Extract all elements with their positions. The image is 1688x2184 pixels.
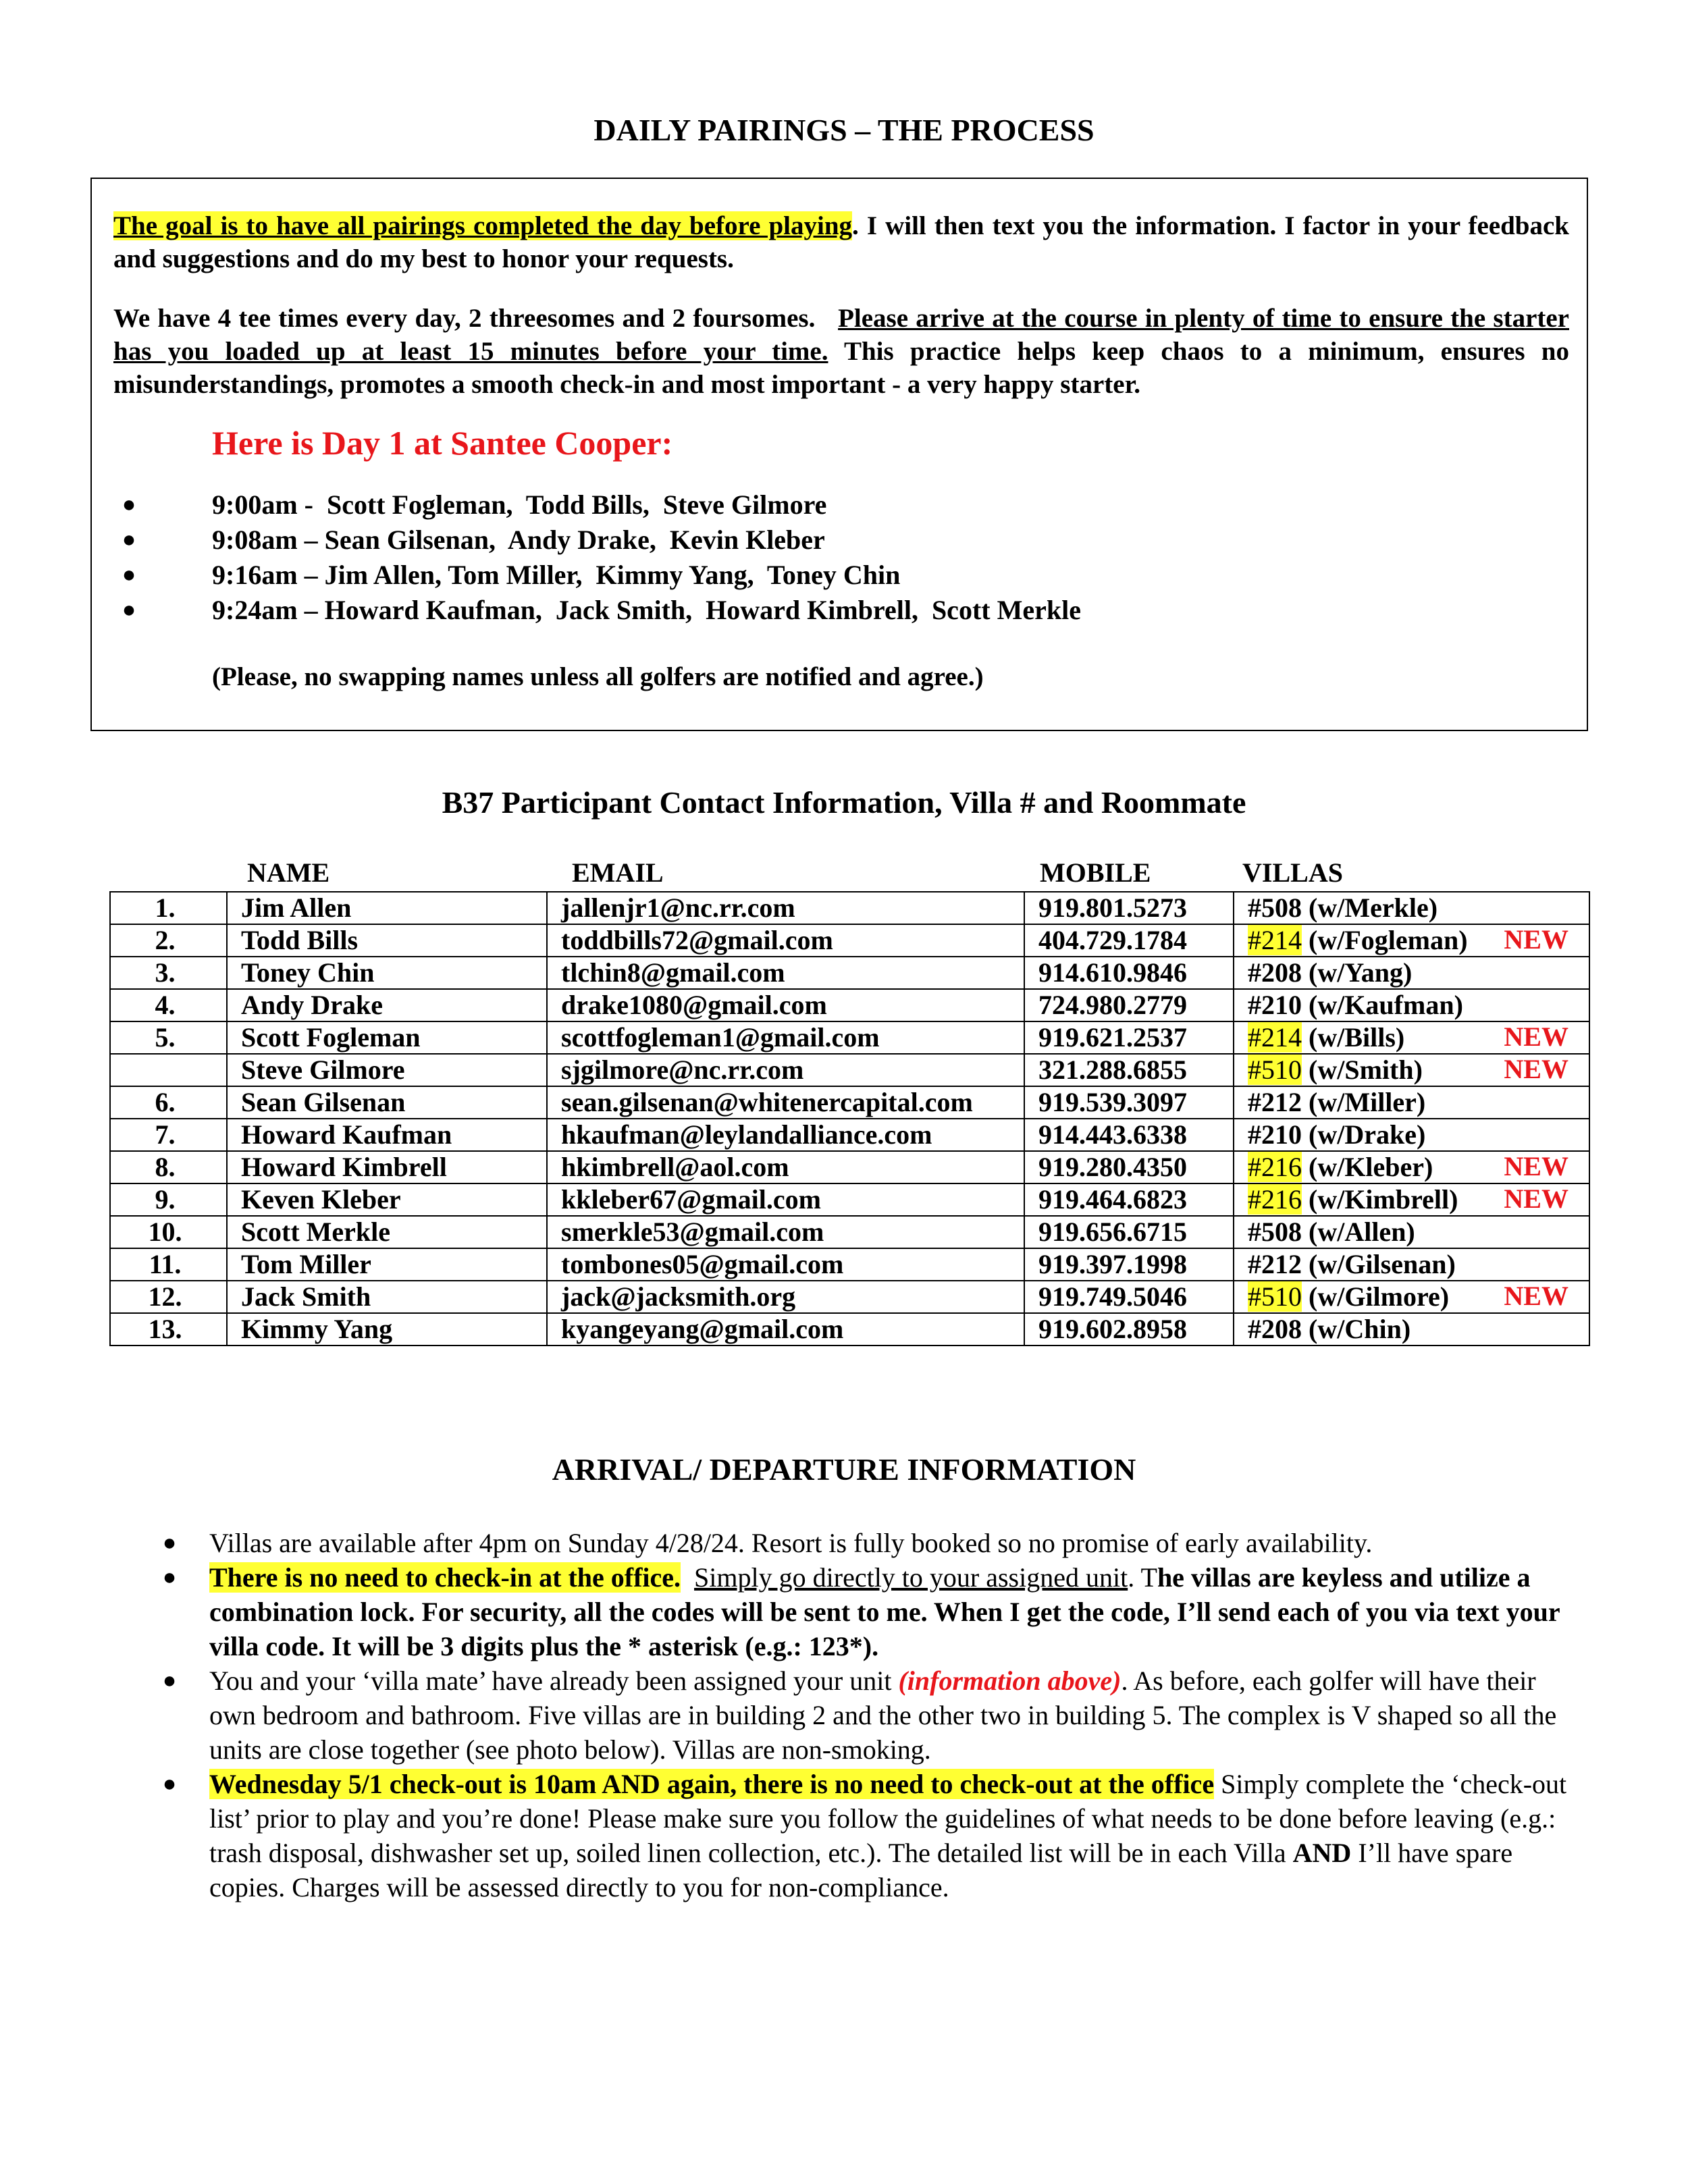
table-row [110,1021,1589,1054]
villa-cell [1234,924,1589,957]
roommate: (w/Chin) [1302,1314,1411,1344]
participant-name: Kimmy Yang [227,1313,547,1346]
bullet-icon: ● [162,1772,177,1796]
participant-email: kkleber67@gmail.com [547,1183,1024,1216]
participant-mobile: 919.656.6715 [1024,1216,1234,1248]
new-badge: NEW [1504,1183,1568,1214]
roommate: (w/Fogleman) [1302,925,1468,955]
participant-name: Toney Chin [227,957,547,989]
participant-name: Tom Miller [227,1248,547,1281]
tee-time-text: 9:24am – Howard Kaufman, Jack Smith, Howard Kimbrell, Scott Merkle [212,595,1081,625]
row-number: 12. [110,1281,227,1313]
villa-number: #212 [1248,1249,1302,1279]
villa-number: #208 [1248,1314,1302,1344]
villa-cell [1234,1054,1589,1086]
bullet-icon: ● [162,1530,177,1555]
table-row [110,1281,1589,1313]
tee-time-item [119,593,1081,628]
roommate: (w/Merkle) [1302,893,1438,923]
roommate: (w/Yang) [1302,957,1413,988]
participant-mobile: 404.729.1784 [1024,924,1234,957]
new-badge: NEW [1504,1054,1568,1084]
participant-name: Andy Drake [227,989,547,1021]
participant-name: Keven Kleber [227,1183,547,1216]
villa-cell [1234,892,1589,924]
roommate: (w/Kleber) [1302,1152,1433,1182]
arrival-text: Villas are available after 4pm on Sunday 4/28/24. Resort is fully booked so no promise of early availability. [209,1528,1373,1558]
participant-mobile: 321.288.6855 [1024,1054,1234,1086]
contact-table-body [110,892,1589,1346]
villa-number: #214 [1248,925,1302,955]
villa-cell [1234,1119,1589,1151]
participant-mobile: 919.397.1998 [1024,1248,1234,1281]
participant-email: tombones05@gmail.com [547,1248,1024,1281]
participant-mobile: 919.464.6823 [1024,1183,1234,1216]
table-row [110,924,1589,957]
roommate: (w/Smith) [1302,1055,1423,1085]
participant-mobile: 919.621.2537 [1024,1021,1234,1054]
table-row [110,957,1589,989]
participant-email: drake1080@gmail.com [547,989,1024,1021]
table-row [110,1248,1589,1281]
row-number: 5. [110,1021,227,1054]
participant-mobile: 724.980.2779 [1024,989,1234,1021]
participant-name: Scott Fogleman [227,1021,547,1054]
arrival-title: ARRIVAL/ DEPARTURE INFORMATION [552,1452,1136,1487]
roommate: (w/Kaufman) [1302,990,1463,1020]
villa-cell [1234,1183,1589,1216]
participant-email: sjgilmore@nc.rr.com [547,1054,1024,1086]
arrival-text: Simply complete the ‘check-out list’ prior to play and you’re done! Please make sure you follow the guidelines of what needs to be done before leaving (e.g.: trash disposal, dishwasher set up, soiled linen collection, etc.). The detailed list will be in each Villa [209,1769,1567,1868]
participant-name: Howard Kimbrell [227,1151,547,1183]
arrival-text: . As before, each golfer will have their own bedroom and bathroom. Five villas are in building 2 and the other two in building 5. The complex is V shaped so all the units are close together (see photo below). Villas are non-smoking. [209,1666,1557,1765]
participant-email: kyangeyang@gmail.com [547,1313,1024,1346]
checkout-highlight: Wednesday 5/1 check-out is 10am AND again, there is no need to check-out at the office [209,1769,1215,1799]
bullet-icon: ● [122,527,136,552]
participant-email: tlchin8@gmail.com [547,957,1024,989]
participant-name: Jim Allen [227,892,547,924]
table-row [110,1086,1589,1119]
keyless-text: he villas are keyless and utilize a combination lock. For security, all the codes will be sent to me. When I get the code, I’ll send each of you via text your villa code. It will be 3 digits plus the * asterisk (e.g.: 123*). [209,1562,1560,1661]
roommate: (w/Drake) [1302,1119,1426,1150]
row-number: 4. [110,989,227,1021]
table-row [110,1054,1589,1086]
new-badge: NEW [1504,1021,1568,1052]
participant-email: scottfogleman1@gmail.com [547,1021,1024,1054]
villa-cell [1234,1216,1589,1248]
participant-email: hkaufman@leylandalliance.com [547,1119,1024,1151]
arrival-item [159,1663,1577,1767]
arrival-item [159,1767,1577,1905]
page-title: DAILY PAIRINGS – THE PROCESS [594,113,1094,147]
info-above-text: (information above) [898,1666,1122,1696]
new-badge: NEW [1504,1151,1568,1181]
bullet-icon: ● [122,597,136,622]
villa-cell [1234,1248,1589,1281]
bullet-icon: ● [162,1565,177,1590]
participant-mobile: 919.749.5046 [1024,1281,1234,1313]
table-row [110,1151,1589,1183]
bullet-icon: ● [162,1668,177,1693]
row-number [110,1054,227,1086]
table-row [110,892,1589,924]
participant-email: hkimbrell@aol.com [547,1151,1024,1183]
participant-mobile: 919.539.3097 [1024,1086,1234,1119]
row-number: 3. [110,957,227,989]
participant-email: jack@jacksmith.org [547,1281,1024,1313]
go-directly-text: Simply go directly to your assigned unit [694,1562,1128,1593]
table-row [110,989,1589,1021]
villa-number: #216 [1248,1184,1302,1215]
villa-cell [1234,1021,1589,1054]
table-row [110,1216,1589,1248]
goal-rest: . I will then text you the information. I factor in your feedback and suggestions and do my best to honor your requests. [113,211,1569,273]
villa-number: #212 [1248,1087,1302,1117]
roommate: (w/Miller) [1302,1087,1426,1117]
spacer [681,1562,694,1593]
contact-table [109,891,1590,1346]
participant-email: toddbills72@gmail.com [547,924,1024,957]
header-name: NAME [247,857,330,888]
row-number: 6. [110,1086,227,1119]
villa-cell [1234,1313,1589,1346]
row-number: 9. [110,1183,227,1216]
goal-paragraph [113,209,1569,275]
header-villas: VILLAS [1242,857,1343,888]
arrival-text: I’ll have spare copies. Charges will be assessed directly to you for non-compliance. [209,1838,1513,1902]
villa-number: #510 [1248,1281,1302,1312]
arrival-text: . T [1128,1562,1157,1593]
villa-cell [1234,989,1589,1021]
row-number: 7. [110,1119,227,1151]
row-number: 10. [110,1216,227,1248]
tee-time-list [119,487,1081,628]
row-number: 2. [110,924,227,957]
header-email: EMAIL [572,857,664,888]
villa-cell [1234,1281,1589,1313]
arrival-item [159,1526,1577,1560]
villa-number: #210 [1248,990,1302,1020]
roommate: (w/Allen) [1302,1217,1415,1247]
goal-highlight: The goal is to have all pairings completed the day before playing [113,211,853,240]
table-row [110,1313,1589,1346]
arrival-list [159,1526,1577,1905]
table-row [110,1183,1589,1216]
row-number: 11. [110,1248,227,1281]
new-badge: NEW [1504,1281,1568,1311]
bullet-icon: ● [122,562,136,587]
tee-times-intro: We have 4 tee times every day, 2 threesomes and 2 foursomes. [113,304,839,333]
participant-mobile: 914.443.6338 [1024,1119,1234,1151]
tee-time-text: 9:16am – Jim Allen, Tom Miller, Kimmy Yang, Toney Chin [212,560,901,590]
arrival-item [159,1560,1577,1663]
villa-number: #510 [1248,1055,1302,1085]
tee-time-item [119,487,1081,523]
villa-number: #214 [1248,1022,1302,1053]
villa-number: #216 [1248,1152,1302,1182]
participant-email: smerkle53@gmail.com [547,1216,1024,1248]
participant-mobile: 919.602.8958 [1024,1313,1234,1346]
roommate: (w/Kimbrell) [1302,1184,1458,1215]
villa-number: #210 [1248,1119,1302,1150]
roommate: (w/Gilsenan) [1302,1249,1456,1279]
villa-number: #208 [1248,957,1302,988]
villa-cell [1234,957,1589,989]
participant-email: sean.gilsenan@whitenercapital.com [547,1086,1024,1119]
pairings-box [90,178,1588,731]
roommate: (w/Bills) [1302,1022,1405,1053]
row-number: 8. [110,1151,227,1183]
roommate: (w/Gilmore) [1302,1281,1450,1312]
arrival-text: You and your ‘villa mate’ have already been assigned your unit [209,1666,899,1696]
bullet-icon: ● [122,492,136,517]
participant-name: Howard Kaufman [227,1119,547,1151]
participant-mobile: 919.280.4350 [1024,1151,1234,1183]
tee-time-item [119,523,1081,558]
villa-cell [1234,1151,1589,1183]
new-badge: NEW [1504,924,1568,955]
participant-name: Scott Merkle [227,1216,547,1248]
table-row [110,1119,1589,1151]
participant-mobile: 914.610.9846 [1024,957,1234,989]
villa-cell [1234,1086,1589,1119]
participant-name: Todd Bills [227,924,547,957]
tee-times-rest: This practice helps keep chaos to a minimum, ensures no misunderstandings, promotes a smooth check-in and most important - a very happy starter. [113,337,1569,399]
tee-time-text: 9:08am – Sean Gilsenan, Andy Drake, Kevin Kleber [212,525,825,555]
villa-number: #508 [1248,893,1302,923]
checkin-highlight: There is no need to check-in at the office. [209,1562,681,1593]
day-heading: Here is Day 1 at Santee Cooper: [212,424,673,462]
participant-mobile: 919.801.5273 [1024,892,1234,924]
contacts-title: B37 Participant Contact Information, Villa # and Roommate [442,785,1246,820]
tee-time-text: 9:00am - Scott Fogleman, Todd Bills, Steve Gilmore [212,489,827,520]
header-mobile: MOBILE [1040,857,1151,888]
row-number: 13. [110,1313,227,1346]
tee-times-underline: Please arrive at the course in plenty of time to ensure the starter has you loaded up at least 15 minutes before your time. [113,304,1569,366]
row-number: 1. [110,892,227,924]
participant-name: Steve Gilmore [227,1054,547,1086]
tee-time-item [119,558,1081,593]
participant-name: Jack Smith [227,1281,547,1313]
and-bold-text: AND [1292,1838,1352,1868]
participant-name: Sean Gilsenan [227,1086,547,1119]
participant-email: jallenjr1@nc.rr.com [547,892,1024,924]
no-swap-note: (Please, no swapping names unless all golfers are notified and agree.) [212,662,984,691]
tee-times-paragraph [113,302,1569,401]
villa-number: #508 [1248,1217,1302,1247]
